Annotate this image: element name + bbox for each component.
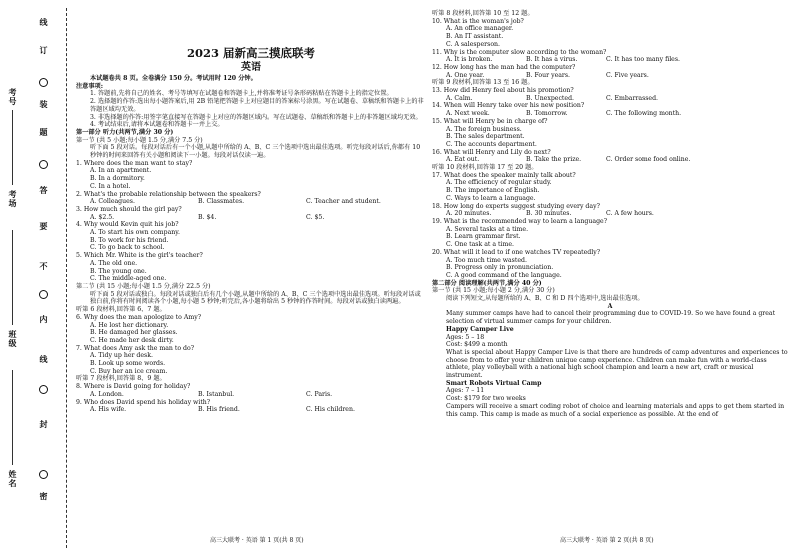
seal-mark: 内 [39,314,48,324]
question-stem: 7. What does Amy ask the man to do? [76,344,195,352]
question-stem: 10. What is the woman's job? [432,17,524,25]
seal-mark: 线 [39,17,48,27]
part1-heading: 第一部分 听力(共两节,满分 30 分) [76,128,174,136]
binding-margin [0,0,74,551]
question-stem: 11. Why is the computer slow according to the woman? [432,48,607,56]
option-row [432,156,788,164]
listen-instruction: 听第 8 段材料,回答第 10 至 12 题。 [432,10,534,17]
answer-option: A. Too much time wasted. [446,256,527,264]
seal-mark: 密 [39,491,48,501]
answer-option: A. The foreign business. [446,125,522,133]
question-stem: 2. What's the probable relationship between the speakers? [76,190,261,198]
camp-cost: Cost: $499 a month [446,341,508,349]
answer-option: A. $2.5. [90,213,115,221]
answer-option: C. A good command of the language. [446,271,562,279]
seal-mark: 要 [39,221,48,231]
answer-option: C. Teacher and student. [306,198,381,206]
camp-name: Happy Camper Live [446,325,514,333]
answer-option: B. $4. [198,213,217,221]
label-room: 考场 [8,189,17,208]
exam-subject: 英语 [241,62,261,73]
question-group-1-5 [76,160,426,283]
question-stem: 16. What will Henry and Lily do next? [432,148,551,156]
answer-option: A. Calm. [446,94,473,102]
answer-option: B. Four years. [526,71,571,79]
question-stem: 8. Where is David going for holiday? [76,383,191,391]
answer-option: C. $5. [306,213,325,221]
name-field-line [12,370,13,465]
answer-option: B. The sales department. [446,133,525,141]
answer-option: A. Next week. [446,110,490,118]
answer-option: C. Paris. [306,390,333,398]
seal-mark: 封 [39,419,48,429]
answer-option: C. A salesperson. [446,40,500,48]
question-stem: 20. What will it lead to if one watches TV repeatedly? [432,248,601,256]
part2-heading: 第二部分 阅读理解(共两节,满分 40 分) [432,279,542,287]
question-stem: 9. Who does David spend his holiday with? [76,398,211,406]
answer-option: A. Several tasks at a time. [446,225,529,233]
question-stem: 14. When will Henry take over his new position? [432,102,585,110]
answer-option: C. It has too many files. [606,56,680,64]
question-stem: 6. Why does the man apologize to Amy? [76,313,202,321]
answer-option: B. Istanbul. [198,390,235,398]
listen-instruction: 听第 6 段材料,回答第 6、7 题。 [76,306,166,314]
seal-mark: 装 [39,99,48,109]
question-group-13-16 [432,87,788,164]
answer-option: B. In a dormitory. [90,175,145,183]
seal-mark: 答 [39,185,48,195]
answer-option: C. Order some food online. [606,156,691,164]
camp-cost: Cost: $179 for two weeks [446,395,526,403]
question-group-10-12 [432,18,788,80]
answer-option: B. The young one. [90,267,147,275]
answer-option: C. A few hours. [606,210,654,218]
answer-option: A. Eat out. [446,156,480,164]
answer-option: B. The importance of English. [446,187,540,195]
part1-section2-heading: 第二节 (共 15 小题;每小题 1.5 分,满分 22.5 分) [76,282,211,290]
seal-circle [39,385,48,394]
answer-option: B. Tomorrow. [526,110,568,118]
camp-ages: Ages: 7 – 11 [446,387,485,395]
answer-option: B. Look up some words. [90,360,166,368]
question-group-17-20 [432,172,788,280]
question-group-8-9 [76,383,426,414]
answer-option: B. Progress only in pronunciation. [446,264,554,272]
camp-name: Smart Robots Virtual Camp [446,379,542,387]
answer-option: A. It is broken. [446,56,493,64]
answer-option: B. 30 minutes. [526,210,572,218]
label-class: 班级 [8,329,17,348]
answer-option: B. To work for his friend. [90,236,169,244]
question-stem: 18. How long do experts suggest studying every day? [432,202,600,210]
seal-circle [39,470,48,479]
answer-option: C. Embarrassed. [606,94,659,102]
answer-option: C. Ways to learn a language. [446,194,536,202]
class-field-line [12,230,13,325]
question-stem: 13. How did Henry feel about his promotion? [432,87,574,95]
option-row [76,391,426,399]
answer-option: A. London. [90,390,124,398]
question-stem: 5. Which Mr. White is the girl's teacher? [76,252,203,260]
exam-intro: 本试题卷共 8 页。全卷满分 150 分。考试用时 120 分钟。 [90,75,257,82]
page-footer-right: 高三大联考 · 英语 第 2 页(共 8 页) [560,537,654,544]
part2-section1-heading: 第一节 (共 15 小题;每小题 2 分,满分 30 分) [432,287,555,295]
answer-option: A. The efficiency of regular study. [446,179,552,187]
answer-option: B. Unexpected. [526,94,574,102]
answer-option: B. Take the prize. [526,156,582,164]
answer-option: A. Colleagues. [90,198,135,206]
notes-title: 注意事项: [76,82,104,90]
answer-option: C. The middle-aged one. [90,275,167,283]
page-footer-left: 高三大联考 · 英语 第 1 页(共 8 页) [210,537,304,544]
question-stem: 17. What does the speaker mainly talk about? [432,171,576,179]
answer-option: C. He made her desk dirty. [90,336,174,344]
answer-option: B. He damaged her glasses. [90,329,178,337]
question-group-6-7 [76,314,426,376]
answer-option: A. In an apartment. [90,167,152,175]
answer-option: A. One year. [446,71,485,79]
question-stem: 4. Why would Kevin quit his job? [76,221,179,229]
answer-option: A. The old one. [90,259,138,267]
part1-section1-heading: 第一节 (共 5 小题;每小题 1.5 分,满分 7.5 分) [76,136,203,144]
listen-instruction: 听第 7 段材料,回答第 8、9 题。 [76,375,166,383]
label-name: 姓名 [8,469,17,488]
option-row [432,110,788,118]
camp-ages: Ages: 5 – 18 [446,333,485,341]
answer-option: C. The following month. [606,110,682,118]
page-2 [432,10,788,535]
question-stem: 1. Where does the man want to stay? [76,159,193,167]
seal-circle [39,290,48,299]
part2-section1-instructions: 阅读下列短文,从每题所给的 A、B、C 和 D 四个选项中,选出最佳选项。 [446,295,644,303]
camp-description: Campers will receive a smart coding robot of choice and learning materials and apps to get them started in this camp. This camp is made as much of a social experience as possible. At the end of [446,402,785,418]
note-item: 3. 非选择题的作答:用签字笔直接写在答题卡上对应的答题区域内。写在试题卷、草稿纸和答题卡上的非答题区域均无效。 [90,113,422,121]
option-row [76,406,426,414]
answer-option: C. Five years. [606,71,649,79]
option-row [76,214,426,222]
seal-mark: 不 [39,261,48,271]
part1-section1-instructions: 听下面 5 段对话。每段对话后有一个小题,从题中所给的 A、B、C 三个选项中选出最佳选项。听完每段对话后,你都有 10 秒钟的时间来回答有关小题和阅读下一小题。每段对话仅读一遍。 [90,144,421,160]
answer-option: A. Tidy up her desk. [90,352,153,360]
note-item: 4. 考试结束后,请将本试题卷和答题卡一并上交。 [90,121,224,129]
answer-option: C. His children. [306,406,355,414]
exam-title: 2023 届新高三摸底联考 [186,46,315,60]
answer-option: C. The accounts department. [446,140,537,148]
answer-option: A. His wife. [90,406,127,414]
passage-intro: Many summer camps have had to cancel their programming due to COVID-19. So we have found a great selection of virtual summer camps for your children. [446,310,776,326]
seal-mark: 订 [39,45,48,55]
answer-option: B. His friend. [198,406,240,414]
seal-mark: 题 [39,127,48,137]
answer-option: B. Classmates. [198,198,245,206]
question-stem: 3. How much should the girl pay? [76,205,182,213]
camp-description: What is special about Happy Camper Live is that there are hundreds of camp adventures and experiences to choose from to offer your children unique camp experience. Children can make fun with a world-class athlete, play volleyball with a national high school champion and learn a new art, craft or musical instrument. [446,348,788,380]
question-stem: 12. How long has the man had the computer? [432,63,576,71]
answer-option: A. He lost her dictionary. [90,321,169,329]
answer-option: C. One task at a time. [446,241,514,249]
seal-circle [39,160,48,169]
answer-option: B. An IT assistant. [446,33,504,41]
part1-section2-instructions: 听下面 5 段对话或独白。每段对话或独白后有几个小题,从题中所给的 A、B、C 三个选项中选出最佳选项。听每段对话或独白前,你将有时间阅读各个小题,每小题 5 秒钟;听完后,各小题将给出 5 秒钟的作答时间。每段对话或独白读两遍。 [90,290,421,306]
listen-instruction: 听第 9 段材料,回答第 13 至 16 题。 [432,79,534,87]
seal-mark: 线 [39,354,48,364]
page-1 [76,10,426,535]
answer-option: C. Buy her an ice cream. [90,367,168,375]
answer-option: A. 20 minutes. [446,210,492,218]
answer-option: A. An office manager. [446,25,514,33]
option-row [432,56,788,64]
listen-instruction: 听第 10 段材料,回答第 17 至 20 题。 [432,164,538,172]
passage-letter: A [607,302,613,310]
seal-circle [39,78,48,87]
option-row [432,210,788,218]
answer-option: C. To go back to school. [90,244,165,252]
option-row [76,198,426,206]
option-row [432,95,788,103]
seal-line [66,8,67,548]
note-item: 1. 答题前,先将自己的姓名、考号等填写在试题卷和答题卡上,并将准考证号条形码粘贴在答题卡上的指定位置。 [90,90,393,98]
answer-option: C. In a hotel. [90,182,131,190]
question-stem: 15. What will Henry be in charge of? [432,117,548,125]
answer-option: A. To start his own company. [90,229,180,237]
note-item: 2. 选择题的作答:选出每小题答案后,用 2B 铅笔把答题卡上对应题目的答案标号涂黑。写在试题卷、草稿纸和答题卡上的非答题区域均无效。 [90,98,424,113]
room-field-line [12,110,13,185]
label-number: 考号 [8,87,17,106]
answer-option: B. It has a virus. [526,56,578,64]
answer-option: B. Learn grammar first. [446,233,521,241]
question-stem: 19. What is the recommended way to learn a language? [432,217,608,225]
